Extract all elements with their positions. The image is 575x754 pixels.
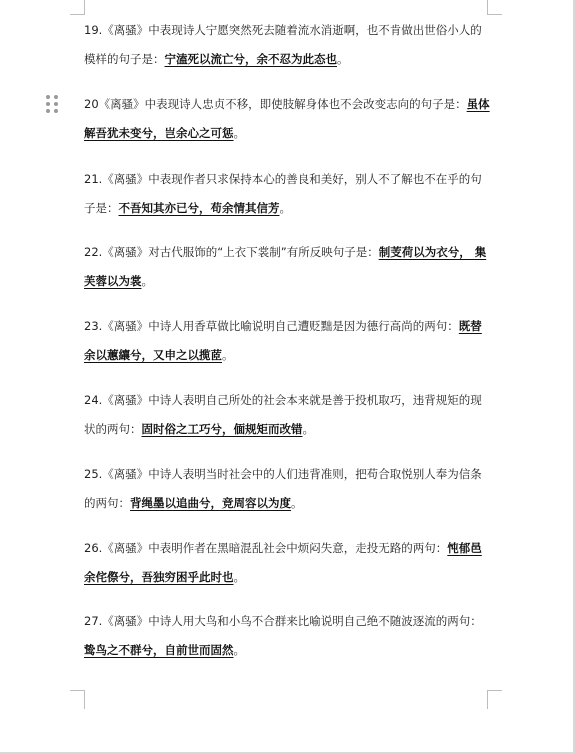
answer-text: 忳郁邑余侘傺兮，吾独穷困乎此时也 — [84, 541, 482, 584]
question-text: 23.《离骚》中诗人用香草做比喻说明自己遭贬黜是因为德行高尚的两句： — [84, 319, 459, 333]
answer-text: 制芰荷以为衣兮， 集芙蓉以为裳 — [84, 245, 487, 288]
sentence-end: 。 — [302, 422, 314, 436]
sentence-end: 。 — [291, 496, 303, 510]
question-text: 20《离骚》中表现诗人忠贞不移，即使肢解身体也不会改变志向的句子是： — [84, 97, 467, 111]
question-text: 21.《离骚》中表现作者只求保持本心的善良和美好，别人不了解也不在乎的句子是： — [84, 172, 482, 215]
sentence-end: 。 — [233, 126, 245, 140]
drag-handle-icon[interactable] — [46, 95, 58, 115]
question-item-26 — [84, 534, 490, 592]
question-text: 27.《离骚》中诗人用大鸟和小鸟不合群来比喻说明自己绝不随波逐流的两句： — [84, 614, 482, 628]
sentence-end: 。 — [141, 274, 153, 288]
question-text: 19.《离骚》中表现诗人宁愿突然死去随着流水消逝啊，也不肯做出世俗小人的模样的句子是： — [84, 23, 482, 66]
question-text: 22.《离骚》对古代服饰的“上衣下裳制”有所反映句子是： — [84, 245, 379, 259]
question-item-20 — [84, 90, 490, 148]
crop-mark-bottom-left — [70, 690, 85, 709]
question-text: 26.《离骚》中表明作者在黑暗混乱社会中烦闷失意，走投无路的两句： — [84, 541, 448, 555]
crop-mark-bottom-right — [487, 690, 502, 709]
question-item-23 — [84, 312, 490, 370]
question-text: 24.《离骚》中诗人表明自己所处的社会本来就是善于投机取巧，违背规矩的现状的两句： — [84, 393, 482, 436]
answer-text: 鸷鸟之不群兮，自前世而固然 — [84, 643, 234, 657]
answer-text: 宁溘死以流亡兮，余不忍为此态也 — [164, 52, 337, 66]
sentence-end: 。 — [337, 52, 349, 66]
answer-text: 既替余以蕙纕兮，又申之以揽茝 — [84, 319, 482, 362]
sentence-end: 。 — [233, 570, 245, 584]
question-text: 25.《离骚》中诗人表明当时社会中的人们违背准则，把苟合取悦别人奉为信条的两句： — [84, 467, 482, 510]
crop-mark-top-right — [487, 0, 502, 15]
sentence-end: 。 — [233, 643, 245, 657]
answer-text: 虽体解吾犹未变兮，岂余心之可惩 — [84, 97, 490, 140]
crop-mark-top-left — [70, 0, 85, 15]
answer-text: 背绳墨以追曲兮，竞周容以为度 — [130, 496, 291, 510]
answer-text: 不吾知其亦已兮，苟余情其信芳 — [118, 201, 280, 215]
question-item-19 — [84, 16, 490, 74]
sentence-end: 。 — [222, 348, 234, 362]
sentence-end: 。 — [279, 201, 291, 215]
question-item-25 — [84, 460, 490, 518]
question-item-22 — [84, 238, 490, 296]
question-item-21 — [84, 165, 490, 223]
question-item-24 — [84, 386, 490, 444]
question-item-27 — [84, 607, 490, 665]
answer-text: 固时俗之工巧兮，偭规矩而改错 — [141, 422, 303, 436]
